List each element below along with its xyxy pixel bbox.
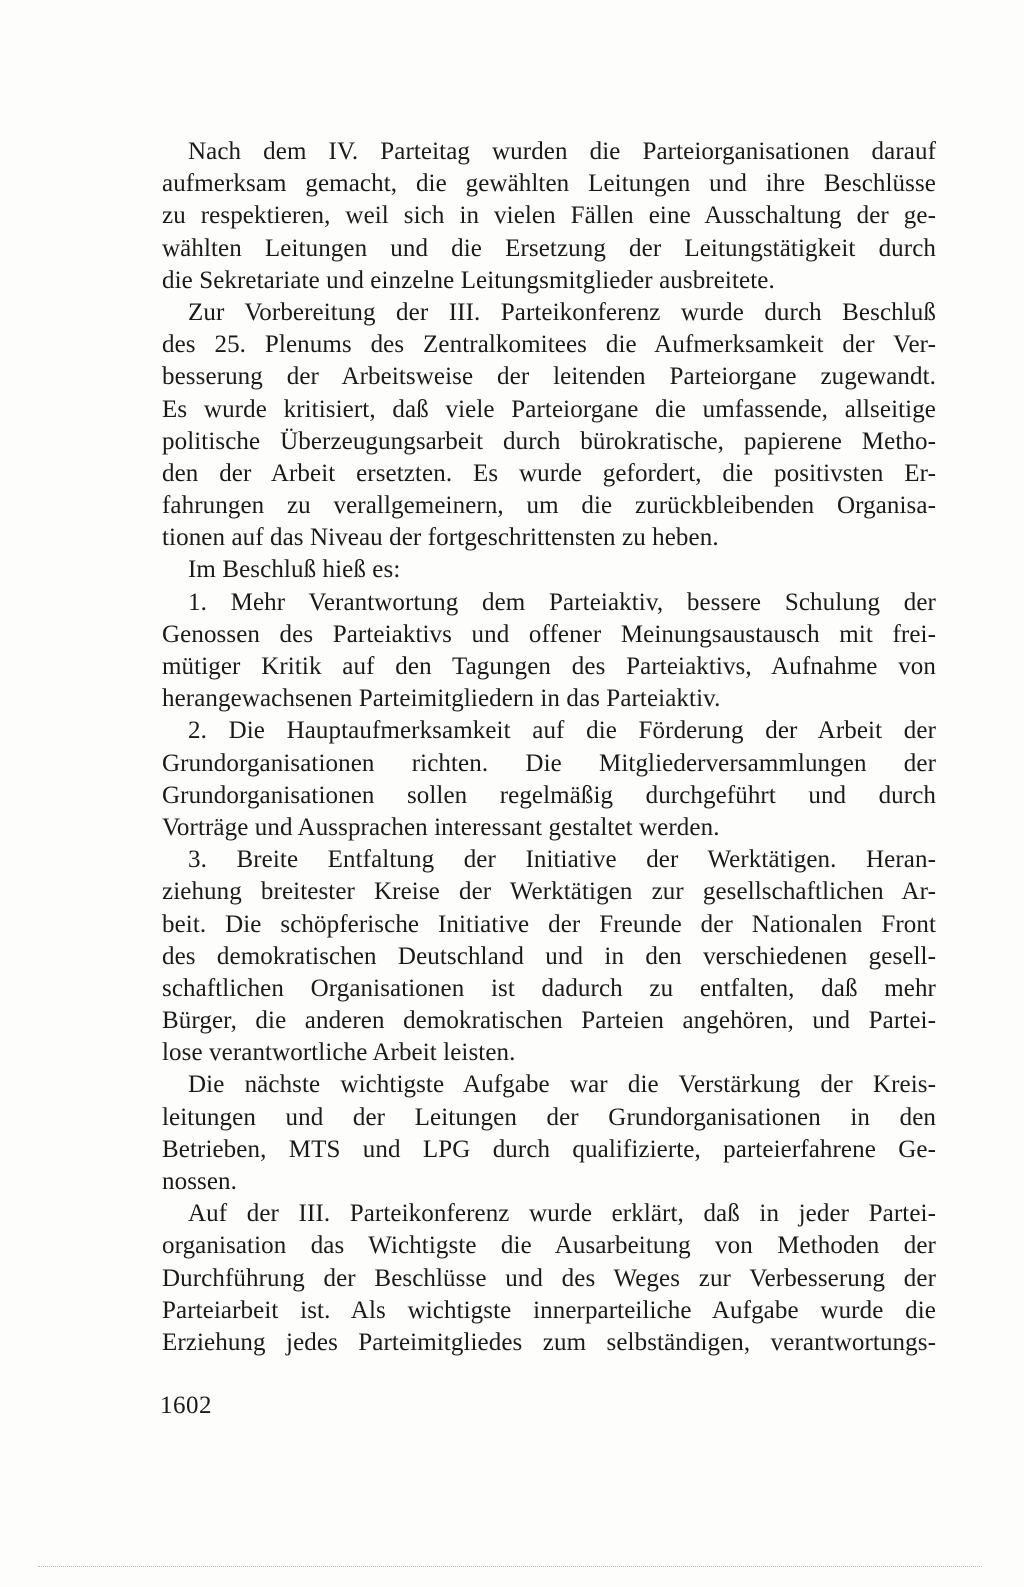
text-line: Die nächste wichtigste Aufgabe war die Verstärkung der Kreis-	[188, 1071, 936, 1099]
text-line: Erziehung jedes Parteimitgliedes zum selbständigen, verantwortungs-	[162, 1328, 936, 1356]
page-body	[162, 136, 936, 1359]
text-line: fahrungen zu verallgemeinern, um die zurückbleibenden Organisa-	[162, 492, 936, 520]
text-line: leitungen und der Leitungen der Grundorganisationen in den	[162, 1103, 936, 1131]
text-line: organisation das Wichtigste die Ausarbeitung von Methoden der	[162, 1232, 936, 1260]
text-line: schaftlichen Organisationen ist dadurch zu entfalten, daß mehr	[162, 974, 936, 1002]
text-line: besserung der Arbeitsweise der leitenden Parteiorgane zugewandt.	[162, 363, 936, 391]
text-line: des demokratischen Deutschland und in den verschiedenen gesell-	[162, 942, 936, 970]
text-line: herangewachsenen Parteimitgliedern in das Parteiaktiv.	[162, 685, 721, 713]
text-line: Bürger, die anderen demokratischen Parteien angehören, und Partei-	[162, 1007, 936, 1035]
text-line: politische Überzeugungsarbeit durch bürokratische, papierene Metho-	[162, 427, 936, 455]
text-line: 2. Die Hauptaufmerksamkeit auf die Förderung der Arbeit der	[188, 717, 936, 745]
text-line: Parteiarbeit ist. Als wichtigste innerparteiliche Aufgabe wurde die	[162, 1296, 936, 1324]
text-line: ziehung breitester Kreise der Werktätigen zur gesellschaftlichen Ar-	[162, 878, 936, 906]
text-line: Nach dem IV. Parteitag wurden die Parteiorganisationen darauf	[188, 138, 936, 165]
text-line: Im Beschluß hieß es:	[188, 556, 401, 584]
text-line: tionen auf das Niveau der fortgeschrittensten zu heben.	[162, 524, 719, 552]
text-line: Auf der III. Parteikonferenz wurde erklärt, daß in jeder Partei-	[188, 1200, 936, 1228]
text-line: Betrieben, MTS und LPG durch qualifizierte, parteierfahrene Ge-	[162, 1135, 936, 1163]
text-line: beit. Die schöpferische Initiative der Freunde der Nationalen Front	[162, 910, 936, 938]
text-line: Durchführung der Beschlüsse und des Weges zur Verbesserung der	[162, 1264, 936, 1292]
text-line: aufmerksam gemacht, die gewählten Leitungen und ihre Beschlüsse	[162, 170, 936, 198]
text-line: Grundorganisationen richten. Die Mitgliederversammlungen der	[162, 749, 936, 777]
text-line: 3. Breite Entfaltung der Initiative der Werktätigen. Heran-	[188, 846, 936, 874]
text-line: 1. Mehr Verantwortung dem Parteiaktiv, bessere Schulung der	[188, 588, 936, 616]
text-line: wählten Leitungen und die Ersetzung der Leitungstätigkeit durch	[162, 234, 936, 262]
text-line: Grundorganisationen sollen regelmäßig durchgeführt und durch	[162, 781, 936, 809]
text-line: Genossen des Parteiaktivs und offener Meinungsaustausch mit frei-	[162, 620, 936, 648]
text-line: nossen.	[162, 1168, 238, 1195]
text-line: lose verantwortliche Arbeit leisten.	[162, 1039, 516, 1067]
text-line: den der Arbeit ersetzten. Es wurde gefordert, die positivsten Er-	[162, 459, 936, 487]
text-line: die Sekretariate und einzelne Leitungsmitglieder ausbreitete.	[162, 266, 775, 294]
text-line: zu respektieren, weil sich in vielen Fällen eine Ausschaltung der ge-	[162, 202, 936, 230]
bottom-rule	[38, 1566, 982, 1567]
text-line: Es wurde kritisiert, daß viele Parteiorgane die umfassende, allseitige	[162, 395, 936, 423]
text-line: Zur Vorbereitung der III. Parteikonferenz wurde durch Beschluß	[188, 298, 936, 326]
text-line: des 25. Plenums des Zentralkomitees die Aufmerksamkeit der Ver-	[162, 331, 936, 359]
page-number: 1602	[160, 1392, 212, 1419]
text-line: mütiger Kritik auf den Tagungen des Parteiaktivs, Aufnahme von	[162, 653, 936, 680]
text-line: Vorträge und Aussprachen interessant gestaltet werden.	[162, 813, 720, 841]
